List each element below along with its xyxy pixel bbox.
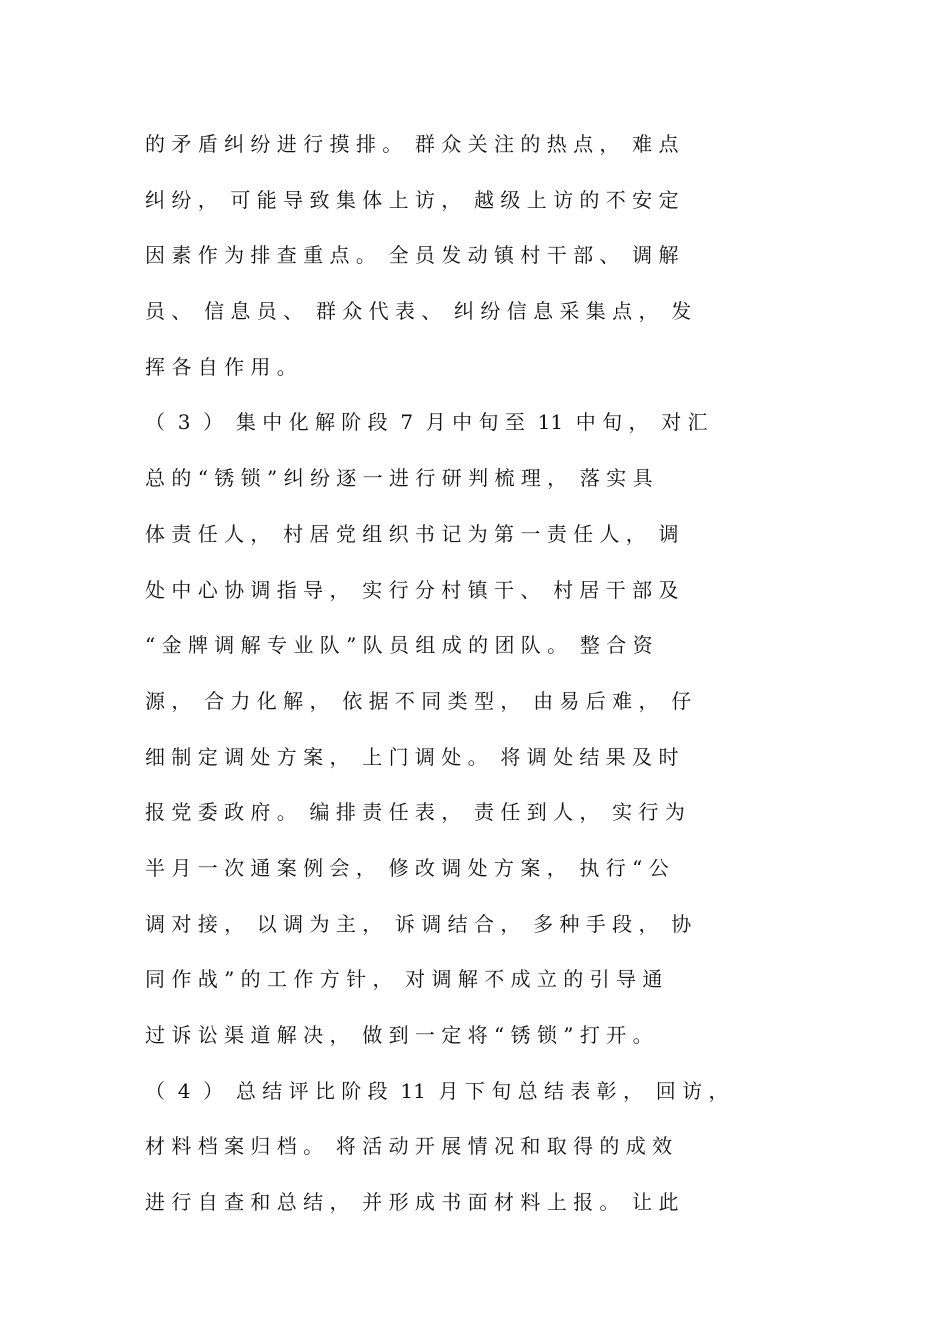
text-line: 同 作 战 ” 的 工 作 方 针 ， 对 调 解 不 成 立 的 引 导 通	[145, 967, 663, 992]
text-line: 进 行 自 查 和 总 结 ， 并 形 成 书 面 材 料 上 报 。 让 此	[145, 1190, 679, 1215]
text-line: “ 金 牌 调 解 专 业 队 ” 队 员 组 成 的 团 队 。 整 合 资	[145, 633, 653, 658]
text-line: 体 责 任 人 ， 村 居 党 组 织 书 记 为 第 一 责 任 人 ， 调	[145, 521, 679, 546]
text-line: （ 3 ） 集 中 化 解 阶 段 7 月 中 旬 至 11 中 旬 ， 对 汇	[145, 410, 708, 435]
text-line: 报 党 委 政 府 。 编 排 责 任 表 ， 责 任 到 人 ， 实 行 为	[145, 800, 685, 825]
text-line: 细 制 定 调 处 方 案 ， 上 门 调 处 。 将 调 处 结 果 及 时	[145, 744, 679, 769]
text-line: 纠 纷 ， 可 能 导 致 集 体 上 访 ， 越 级 上 访 的 不 安 定	[145, 187, 679, 212]
text-line: 调 对 接 ， 以 调 为 主 ， 诉 调 结 合 ， 多 种 手 段 ， 协	[145, 911, 692, 936]
text-line: 总 的 “ 锈 锁 ” 纠 纷 逐 一 进 行 研 判 梳 理 ， 落 实 具	[145, 466, 653, 491]
text-line: 员 、 信 息 员 、 群 众 代 表 、 纠 纷 信 息 采 集 点 ， 发	[145, 299, 692, 324]
text-line: 处 中 心 协 调 指 导 ， 实 行 分 村 镇 干 、 村 居 干 部 及	[145, 577, 679, 602]
text-line: 挥 各 自 作 用 。	[145, 354, 297, 379]
text-line: 源 ， 合 力 化 解 ， 依 据 不 同 类 型 ， 由 易 后 难 ， 仔	[145, 688, 692, 713]
text-line: 材 料 档 案 归 档 。 将 活 动 开 展 情 况 和 取 得 的 成 效	[145, 1134, 673, 1159]
body-text	[145, 128, 845, 1242]
text-line: 的 矛 盾 纠 纷 进 行 摸 排 。 群 众 关 注 的 热 点 ， 难 点	[145, 132, 679, 156]
text-line: （ 4 ） 总 结 评 比 阶 段 11 月 下 旬 总 结 表 彰 ， 回 访 ，	[145, 1078, 729, 1103]
text-line: 过 诉 讼 渠 道 解 决 ， 做 到 一 定 将 “ 锈 锁 ” 打 开 。	[145, 1023, 653, 1047]
text-line: 因 素 作 为 排 查 重 点 。 全 员 发 动 镇 村 干 部 、 调 解	[145, 243, 679, 268]
text-line: 半 月 一 次 通 案 例 会 ， 修 改 调 处 方 案 ， 执 行 “ 公	[145, 855, 669, 880]
